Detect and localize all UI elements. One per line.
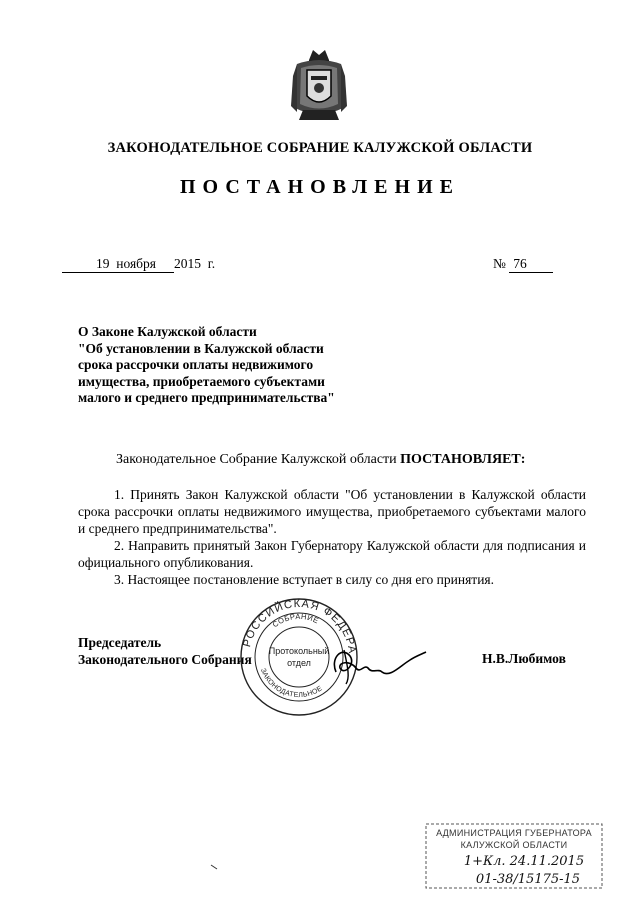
subject-line: "Об установлении в Калужской области bbox=[78, 340, 324, 356]
signatory-position bbox=[78, 634, 252, 668]
date-day: 19 bbox=[96, 256, 110, 271]
stamp-line2: КАЛУЖСКОЙ ОБЛАСТИ bbox=[460, 840, 568, 850]
clause-3: 3. Настоящее постановление вступает в силу со дня его принятия. bbox=[114, 572, 495, 587]
clauses-body bbox=[78, 486, 586, 588]
document-type-title: ПОСТАНОВЛЕНИЕ bbox=[180, 176, 460, 198]
subject-line: имущества, приобретаемого субъектами bbox=[78, 373, 325, 389]
date-year-suffix: г. bbox=[207, 256, 216, 271]
signatory-position-line2: Законодательного Собрания bbox=[78, 652, 252, 667]
stamp-handwritten-date: 1+Кл. 24.11.2015 bbox=[463, 854, 585, 869]
date-line bbox=[62, 256, 215, 273]
date-day-month-field bbox=[62, 256, 174, 273]
margin-mark bbox=[210, 858, 218, 876]
clause-2: 2. Направить принятый Закон Губернатору Калужской области для подписания и официального опубликования. bbox=[78, 538, 586, 570]
date-year: 2015 bbox=[174, 256, 201, 271]
organization-title: ЗАКОНОДАТЕЛЬНОЕ СОБРАНИЕ КАЛУЖСКОЙ ОБЛАСТИ bbox=[107, 140, 533, 156]
subject-line: О Законе Калужской области bbox=[78, 324, 257, 339]
seal-outer-text: РОССИЙСКАЯ ФЕДЕРА bbox=[241, 597, 359, 656]
signatory-name: Н.В.Любимов bbox=[482, 651, 566, 666]
number-label: № bbox=[493, 256, 506, 271]
clause-1: 1. Принять Закон Калужской области "Об установлении в Калужской области срока рассрочки оплаты недвижимого имущества, приобретаемого субъектами малого и среднего предпринимательства". bbox=[78, 487, 586, 536]
preamble-text: Законодательное Собрание Калужской области bbox=[116, 452, 397, 467]
document-number: 76 bbox=[509, 256, 553, 273]
registration-stamp bbox=[424, 820, 604, 892]
stamp-handwritten-number: 01-38/15175-15 bbox=[475, 872, 581, 887]
date-month: ноября bbox=[116, 256, 157, 271]
handwritten-signature bbox=[320, 638, 430, 690]
coat-of-arms-icon bbox=[287, 46, 351, 124]
seal-center-line1: Протокольный bbox=[268, 646, 330, 656]
subject-heading bbox=[78, 324, 418, 407]
subject-line: срока рассрочки оплаты недвижимого bbox=[78, 357, 314, 372]
preamble-emphasis: ПОСТАНОВЛЯЕТ: bbox=[400, 452, 526, 467]
seal-center-line2: отдел bbox=[287, 658, 311, 668]
seal-lower-text: ЗАКОНОДАТЕЛЬНОЕ bbox=[259, 667, 324, 700]
subject-line: малого и среднего предпринимательства" bbox=[78, 390, 335, 405]
stamp-line1: АДМИНИСТРАЦИЯ ГУБЕРНАТОРА bbox=[436, 828, 592, 838]
number-line bbox=[493, 256, 553, 273]
preamble bbox=[116, 452, 525, 468]
seal-middle-text: СОБРАНИЕ bbox=[270, 611, 321, 630]
signatory-position-line1: Председатель bbox=[78, 635, 162, 650]
